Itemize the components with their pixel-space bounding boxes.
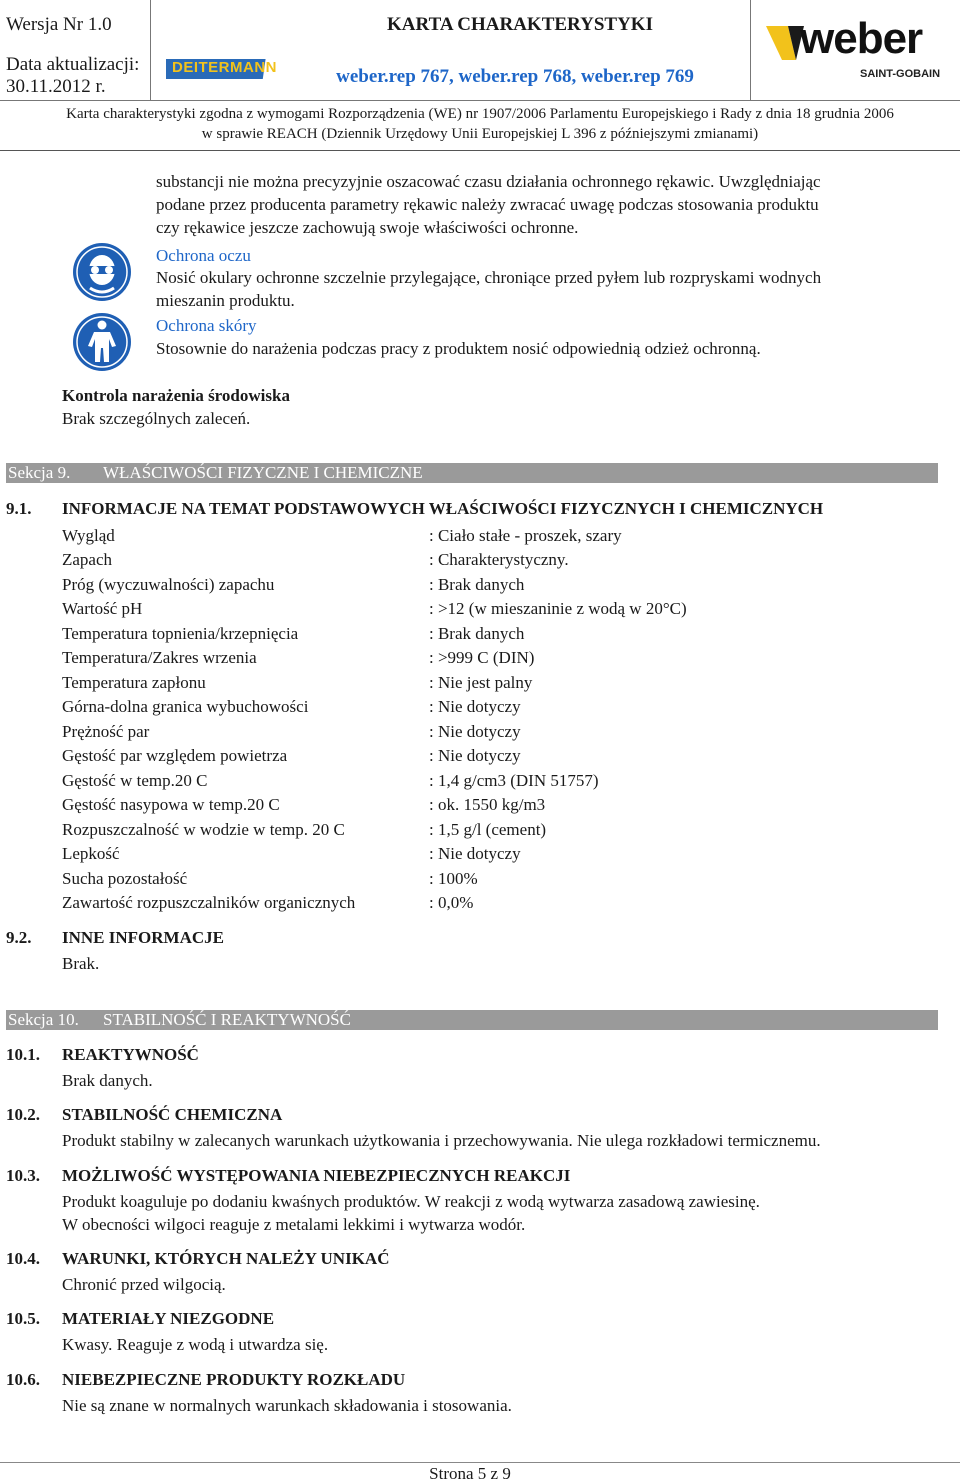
property-row bbox=[62, 697, 942, 721]
regulation-line: w sprawie REACH (Dziennik Urzędowy Unii Europejskiej L 396 z późniejszymi zmianami) bbox=[201, 126, 759, 142]
subsection-text: Kwasy. Reaguje z wodą i utwardza się. bbox=[62, 1335, 329, 1354]
property-label: Wartość pH bbox=[62, 599, 143, 618]
property-row bbox=[62, 771, 942, 795]
property-label: Próg (wyczuwalności) zapachu bbox=[62, 575, 275, 594]
subsection-number: 10.6. bbox=[6, 1370, 40, 1389]
weber-logo-text: weber bbox=[800, 14, 923, 63]
footer-divider bbox=[0, 1462, 960, 1463]
skin-protection-text: Stosownie do narażenia podczas pracy z produktem nosić odpowiednią odzież ochronną. bbox=[156, 339, 761, 358]
env-control-title: Kontrola narażenia środowiska bbox=[62, 386, 290, 405]
header-divider bbox=[750, 0, 751, 100]
property-label: Prężność par bbox=[62, 722, 150, 741]
property-label: Sucha pozostałość bbox=[62, 869, 188, 888]
env-control-text: Brak szczególnych zaleceń. bbox=[62, 409, 251, 428]
document-title: KARTA CHARAKTERYSTYKI bbox=[387, 14, 653, 35]
section-9-title: WŁAŚCIWOŚCI FIZYCZNE I CHEMICZNE bbox=[103, 463, 423, 482]
subsection-number: 10.4. bbox=[6, 1249, 40, 1268]
intro-text: czy rękawice jeszcze zachowują swoje właściwości ochronne. bbox=[156, 218, 579, 237]
property-row bbox=[62, 550, 942, 574]
eye-protection-title: Ochrona oczu bbox=[156, 246, 251, 265]
subsection-number: 10.1. bbox=[6, 1045, 40, 1064]
skin-protection-icon bbox=[72, 312, 132, 372]
property-row bbox=[62, 599, 942, 623]
property-value: : Nie dotyczy bbox=[429, 746, 521, 765]
property-label: Gęstość nasypowa w temp.20 C bbox=[62, 795, 280, 814]
property-row bbox=[62, 820, 942, 844]
eye-protection-text: mieszanin produktu. bbox=[156, 291, 295, 310]
subsection-text: Nie są znane w normalnych warunkach składowania i stosowania. bbox=[62, 1396, 512, 1415]
property-label: Rozpuszczalność w wodzie w temp. 20 C bbox=[62, 820, 345, 839]
property-row bbox=[62, 575, 942, 599]
product-names: weber.rep 767, weber.rep 768, weber.rep 769 bbox=[336, 66, 694, 87]
property-value: : Brak danych bbox=[429, 624, 525, 643]
subsection-title: NIEBEZPIECZNE PRODUKTY ROZKŁADU bbox=[62, 1370, 406, 1389]
subsection-number: 10.2. bbox=[6, 1105, 40, 1124]
property-value: : Brak danych bbox=[429, 575, 525, 594]
property-row bbox=[62, 746, 942, 770]
property-label: Wygląd bbox=[62, 526, 115, 545]
section-10-label: Sekcja 10. bbox=[8, 1010, 79, 1029]
header-divider bbox=[0, 100, 960, 101]
update-date: 30.11.2012 r. bbox=[6, 76, 106, 97]
subsection-text: W obecności wilgoci reaguje z metalami lekkimi i wytwarza wodór. bbox=[62, 1215, 526, 1234]
header-divider bbox=[150, 0, 151, 100]
property-row bbox=[62, 869, 942, 893]
page-header bbox=[0, 0, 960, 151]
section-10-bar bbox=[6, 1010, 938, 1030]
property-label: Temperatura/Zakres wrzenia bbox=[62, 648, 257, 667]
section-9-bar bbox=[6, 463, 938, 483]
subsection-text: Brak danych. bbox=[62, 1071, 153, 1090]
eye-protection-text: Nosić okulary ochronne szczelnie przylegające, chroniące przed pyłem lub rozpryskami wodnych bbox=[156, 268, 822, 287]
property-value: : Charakterystyczny. bbox=[429, 550, 569, 569]
property-row bbox=[62, 893, 942, 917]
property-value: : 100% bbox=[429, 869, 478, 888]
deitermann-logo bbox=[166, 56, 277, 82]
property-row bbox=[62, 844, 942, 868]
property-label: Gęstość w temp.20 C bbox=[62, 771, 208, 790]
property-value: : Nie jest palny bbox=[429, 673, 533, 692]
subsection-title: STABILNOŚĆ CHEMICZNA bbox=[62, 1105, 283, 1124]
skin-protection-title: Ochrona skóry bbox=[156, 316, 257, 335]
property-value: : ok. 1550 kg/m3 bbox=[429, 795, 546, 814]
property-value: : Nie dotyczy bbox=[429, 844, 521, 863]
property-value: : 0,0% bbox=[429, 893, 474, 912]
property-row bbox=[62, 648, 942, 672]
subsection-title: WARUNKI, KTÓRYCH NALEŻY UNIKAĆ bbox=[62, 1249, 390, 1268]
property-row bbox=[62, 722, 942, 746]
property-row bbox=[62, 673, 942, 697]
subsection-number: 9.1. bbox=[6, 499, 32, 518]
property-value: : 1,5 g/l (cement) bbox=[429, 820, 547, 839]
property-label: Zapach bbox=[62, 550, 113, 569]
regulation-line: Karta charakterystyki zgodna z wymogami Rozporządzenia (WE) nr 1907/2006 Parlamentu Europejskiego i Rady z dnia 18 grudnia 2006 bbox=[66, 106, 894, 122]
property-value: : >12 (w mieszaninie z wodą w 20°C) bbox=[429, 599, 687, 618]
property-value: : Ciało stałe - proszek, szary bbox=[429, 526, 622, 545]
property-label: Lepkość bbox=[62, 844, 120, 863]
subsection-number: 10.3. bbox=[6, 1166, 40, 1185]
subsection-text: Produkt stabilny w zalecanych warunkach użytkowania i przechowywania. Nie ulega rozkładowi termicznemu. bbox=[62, 1131, 821, 1150]
property-label: Temperatura zapłonu bbox=[62, 673, 206, 692]
property-label: Gęstość par względem powietrza bbox=[62, 746, 288, 765]
section-10-title: STABILNOŚĆ I REAKTYWNOŚĆ bbox=[103, 1010, 351, 1029]
version-label: Wersja Nr 1.0 bbox=[6, 14, 112, 35]
property-value: : >999 C (DIN) bbox=[429, 648, 535, 667]
page-number: Strona 5 z 9 bbox=[429, 1464, 511, 1483]
subsection-title: MOŻLIWOŚĆ WYSTĘPOWANIA NIEBEZPIECZNYCH REAKCJI bbox=[62, 1166, 571, 1185]
subsection-text: Produkt koaguluje po dodaniu kwaśnych produktów. W reakcji z wodą wytwarza zasadową zawiesinę. bbox=[62, 1192, 760, 1211]
property-value: : Nie dotyczy bbox=[429, 697, 521, 716]
subsection-title: INNE INFORMACJE bbox=[62, 928, 224, 947]
intro-text: substancji nie można precyzyjnie oszacować czasu działania ochronnego rękawic. Uwzględniając bbox=[156, 172, 821, 191]
subsection-number: 9.2. bbox=[6, 928, 32, 947]
subsection-title: REAKTYWNOŚĆ bbox=[62, 1045, 199, 1064]
property-row bbox=[62, 795, 942, 819]
intro-text: podane przez producenta parametry rękawic należy zwracać uwagę podczas stosowania produktu bbox=[156, 195, 819, 214]
property-value: : Nie dotyczy bbox=[429, 722, 521, 741]
section-9-label: Sekcja 9. bbox=[8, 463, 71, 482]
eye-protection-icon bbox=[72, 242, 132, 302]
property-label: Górna-dolna granica wybuchowości bbox=[62, 697, 309, 716]
property-row bbox=[62, 624, 942, 648]
update-label: Data aktualizacji: bbox=[6, 54, 140, 75]
saint-gobain-text: SAINT-GOBAIN bbox=[860, 68, 941, 80]
deitermann-logo-text: DEITERMANN bbox=[172, 59, 277, 76]
weber-logo bbox=[762, 16, 952, 88]
subsection-title: INFORMACJE NA TEMAT PODSTAWOWYCH WŁAŚCIWOŚCI FIZYCZNYCH I CHEMICZNYCH bbox=[62, 499, 824, 518]
subsection-text: Chronić przed wilgocią. bbox=[62, 1275, 226, 1294]
subsection-title: MATERIAŁY NIEZGODNE bbox=[62, 1309, 275, 1328]
subsection-number: 10.5. bbox=[6, 1309, 40, 1328]
other-info-text: Brak. bbox=[62, 954, 100, 973]
property-label: Zawartość rozpuszczalników organicznych bbox=[62, 893, 356, 912]
property-label: Temperatura topnienia/krzepnięcia bbox=[62, 624, 299, 643]
property-row bbox=[62, 526, 942, 550]
property-value: : 1,4 g/cm3 (DIN 51757) bbox=[429, 771, 599, 790]
